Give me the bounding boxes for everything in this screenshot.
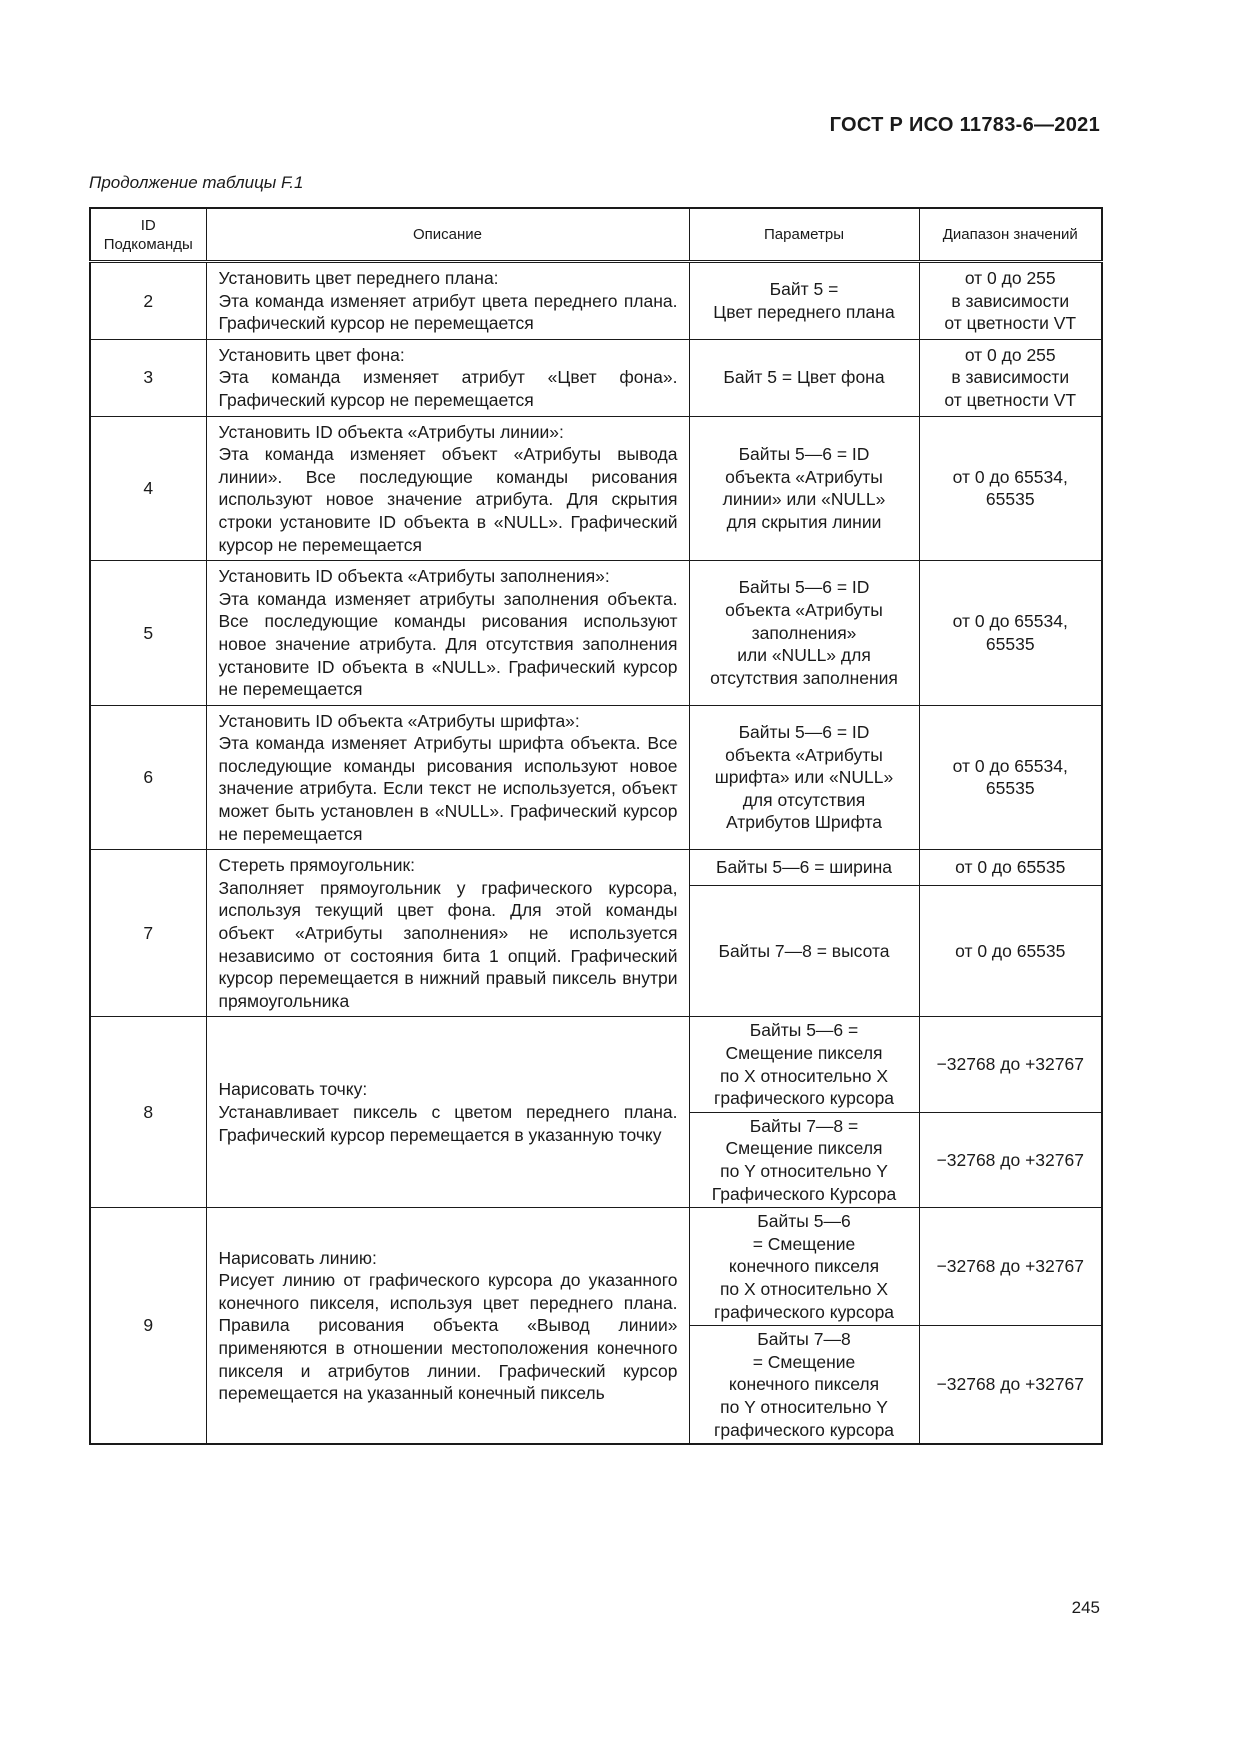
parameter-line: шрифта» или «NULL» [714,767,894,788]
range-line: 65535 [985,778,1035,799]
subcommand-id: 5 [90,561,206,706]
table-header-row [90,208,1102,262]
parameter-line: или «NULL» для [737,645,871,666]
parameter-line: Графического Курсора [711,1183,897,1204]
parameter-line: графического курсора [713,1088,895,1109]
parameter-line: Байт 5 = [769,279,839,300]
range-line: в зависимости [951,367,1070,388]
range-line: от цветности VT [944,389,1077,410]
parameter-cell [689,339,919,416]
parameter-line: Байты 7—8 = высота [718,940,890,961]
description-title: Установить цвет фона: [218,344,405,365]
parameter-line: Байты 5—6 = ширина [715,857,893,878]
table-row [90,705,1102,850]
table-row [90,1017,1102,1112]
range-line: от 0 до 255 [964,344,1056,365]
subcommand-description [206,850,689,1017]
parameter-cell [689,705,919,850]
description-text: Заполняет прямоугольник у графического курсора, используя текущий цвет фона. Для этой команды объект «Атрибуты заполнения» не используется независимо от состояния бита 1 опций. Графический курсор перемещается в нижний правый пиксель внутри прямоугольника [218,877,678,1011]
table-row [90,850,1102,886]
parameter-line: по Y относительно Y [720,1160,888,1181]
subcommand-description [206,561,689,706]
parameter-line: заполнения» [751,622,857,643]
page-number: 245 [1071,1598,1100,1617]
description-text: Эта команда изменяет атрибут цвета переднего плана. Графический курсор не перемещается [218,290,678,334]
range-cell [919,1326,1102,1444]
parameter-line: конечного пикселя [728,1374,880,1395]
parameter-line: Смещение пикселя [725,1138,883,1159]
description-text: Эта команда изменяет Атрибуты шрифта объекта. Все последующие команды рисования используют новое значение атрибута. Если текст не используется, объект может быть установлен в «NULL». Графический курсор не перемещается [218,733,678,844]
range-cell [919,1112,1102,1207]
description-title: Нарисовать линию: [218,1247,377,1268]
description-text: Рисует линию от графического курсора до указанного конечного пикселя, используя цвет переднего плана. Правила рисования объекта «Вывод линии» применяются в отношении местоположения конечного пикселя и атрибутов линии. Графический курсор перемещается на указанный конечный пиксель [218,1270,678,1404]
parameter-cell [689,886,919,1017]
description-title: Стереть прямоугольник: [218,855,416,876]
subcommand-id: 3 [90,339,206,416]
range-cell [919,886,1102,1017]
range-line: 65535 [985,633,1035,654]
parameter-cell [689,561,919,706]
subcommand-description [206,705,689,850]
range-line: от 0 до 65534, [952,755,1068,776]
parameter-line: Атрибутов Шрифта [725,812,883,833]
range-line: −32768 до +32767 [936,1054,1084,1075]
subcommand-description [206,1017,689,1208]
parameter-line: Байты 5—6 = ID [738,577,870,598]
description-title: Установить ID объекта «Атрибуты заполнения»: [218,566,610,587]
table-row [90,262,1102,340]
parameter-line: по X относительно X [719,1065,889,1086]
range-line: от 0 до 65535 [955,857,1066,878]
description-text: Эта команда изменяет объект «Атрибуты вывода линии». Все последующие команды рисования используют новое значение атрибута. Для скрытия строки установите ID объекта в «NULL». Графический курсор не перемещается [218,444,678,555]
parameter-cell [689,1112,919,1207]
parameter-line: конечного пикселя [728,1256,880,1277]
subcommand-id: 8 [90,1017,206,1208]
range-line: 65535 [985,489,1035,510]
parameter-line: объекта «Атрибуты [725,600,883,621]
range-line: −32768 до +32767 [936,1374,1084,1395]
parameter-line: = Смещение [752,1233,856,1254]
parameter-line: Байт 5 = Цвет фона [723,367,885,388]
table-row [90,339,1102,416]
range-cell [919,1017,1102,1112]
parameter-line: Байты 7—8 [757,1329,851,1350]
subcommand-id: 6 [90,705,206,850]
table-row [90,561,1102,706]
table-row [90,416,1102,561]
range-cell [919,705,1102,850]
range-line: от 0 до 65534, [952,611,1068,632]
subcommand-description [206,339,689,416]
description-title: Нарисовать точку: [218,1079,368,1100]
parameter-line: Цвет переднего плана [713,301,895,322]
parameter-line: Байты 7—8 = [749,1115,859,1136]
range-line: −32768 до +32767 [936,1149,1084,1170]
parameter-line: для скрытия линии [726,511,882,532]
description-text: Устанавливает пиксель с цветом переднего плана. Графический курсор перемещается в указанную точку [218,1101,678,1145]
parameter-line: линии» или «NULL» [722,489,886,510]
subcommand-id: 2 [90,262,206,340]
parameter-line: для отсутствия [742,789,866,810]
parameter-cell [689,1326,919,1444]
parameter-line: объекта «Атрибуты [725,744,883,765]
range-cell [919,561,1102,706]
column-header-parameters: Параметры [689,208,919,262]
parameter-line: графического курсора [713,1419,895,1440]
table-caption: Продолжение таблицы F.1 [89,173,304,192]
parameter-cell [689,1017,919,1112]
range-line: от 0 до 255 [964,268,1056,288]
parameter-line: = Смещение [752,1351,856,1372]
subcommand-description [206,416,689,561]
description-title: Установить ID объекта «Атрибуты линии»: [218,421,564,442]
subcommand-description [206,1208,689,1444]
range-cell [919,1208,1102,1326]
range-line: −32768 до +32767 [936,1256,1084,1277]
range-line: от 0 до 65534, [952,466,1068,487]
range-cell [919,339,1102,416]
description-text: Эта команда изменяет атрибут «Цвет фона». Графический курсор не перемещается [218,367,678,410]
column-header-id: ID Подкоманды [90,208,206,262]
parameter-line: по Y относительно Y [720,1396,888,1417]
parameter-cell [689,850,919,886]
parameter-line: Смещение пикселя [725,1043,883,1063]
subcommand-id: 9 [90,1208,206,1444]
description-title: Установить цвет переднего плана: [218,268,499,288]
parameter-line: объекта «Атрибуты [725,466,883,487]
parameter-line: Байты 5—6 = [749,1020,859,1041]
range-cell [919,416,1102,561]
parameter-line: Байты 5—6 [757,1211,851,1232]
parameter-line: графического курсора [713,1301,895,1322]
description-title: Установить ID объекта «Атрибуты шрифта»: [218,710,580,731]
range-line: от цветности VT [944,313,1077,334]
parameter-line: по X относительно X [719,1278,889,1299]
parameter-cell [689,1208,919,1326]
subcommand-id: 4 [90,416,206,561]
description-text: Эта команда изменяет атрибуты заполнения объекта. Все последующие команды рисования используют новое значение атрибута. Для отсутствия заполнения установите ID объекта в «NULL». Графический курсор не перемещается [218,588,678,700]
subcommand-id: 7 [90,850,206,1017]
parameter-line: Байты 5—6 = ID [738,721,870,742]
parameter-line: отсутствия заполнения [710,667,898,688]
column-header-range: Диапазон значений [919,208,1102,262]
range-cell [919,850,1102,886]
parameter-line: Байты 5—6 = ID [738,444,870,465]
column-header-description: Описание [206,208,689,262]
table-row [90,1208,1102,1326]
parameter-cell [689,262,919,340]
range-line: в зависимости [951,290,1070,311]
range-line: от 0 до 65535 [955,940,1066,961]
parameter-cell [689,416,919,561]
document-standard-id: ГОСТ Р ИСО 11783-6—2021 [829,114,1100,136]
range-cell [919,262,1102,340]
subcommand-table [89,207,1103,1445]
subcommand-description [206,262,689,340]
